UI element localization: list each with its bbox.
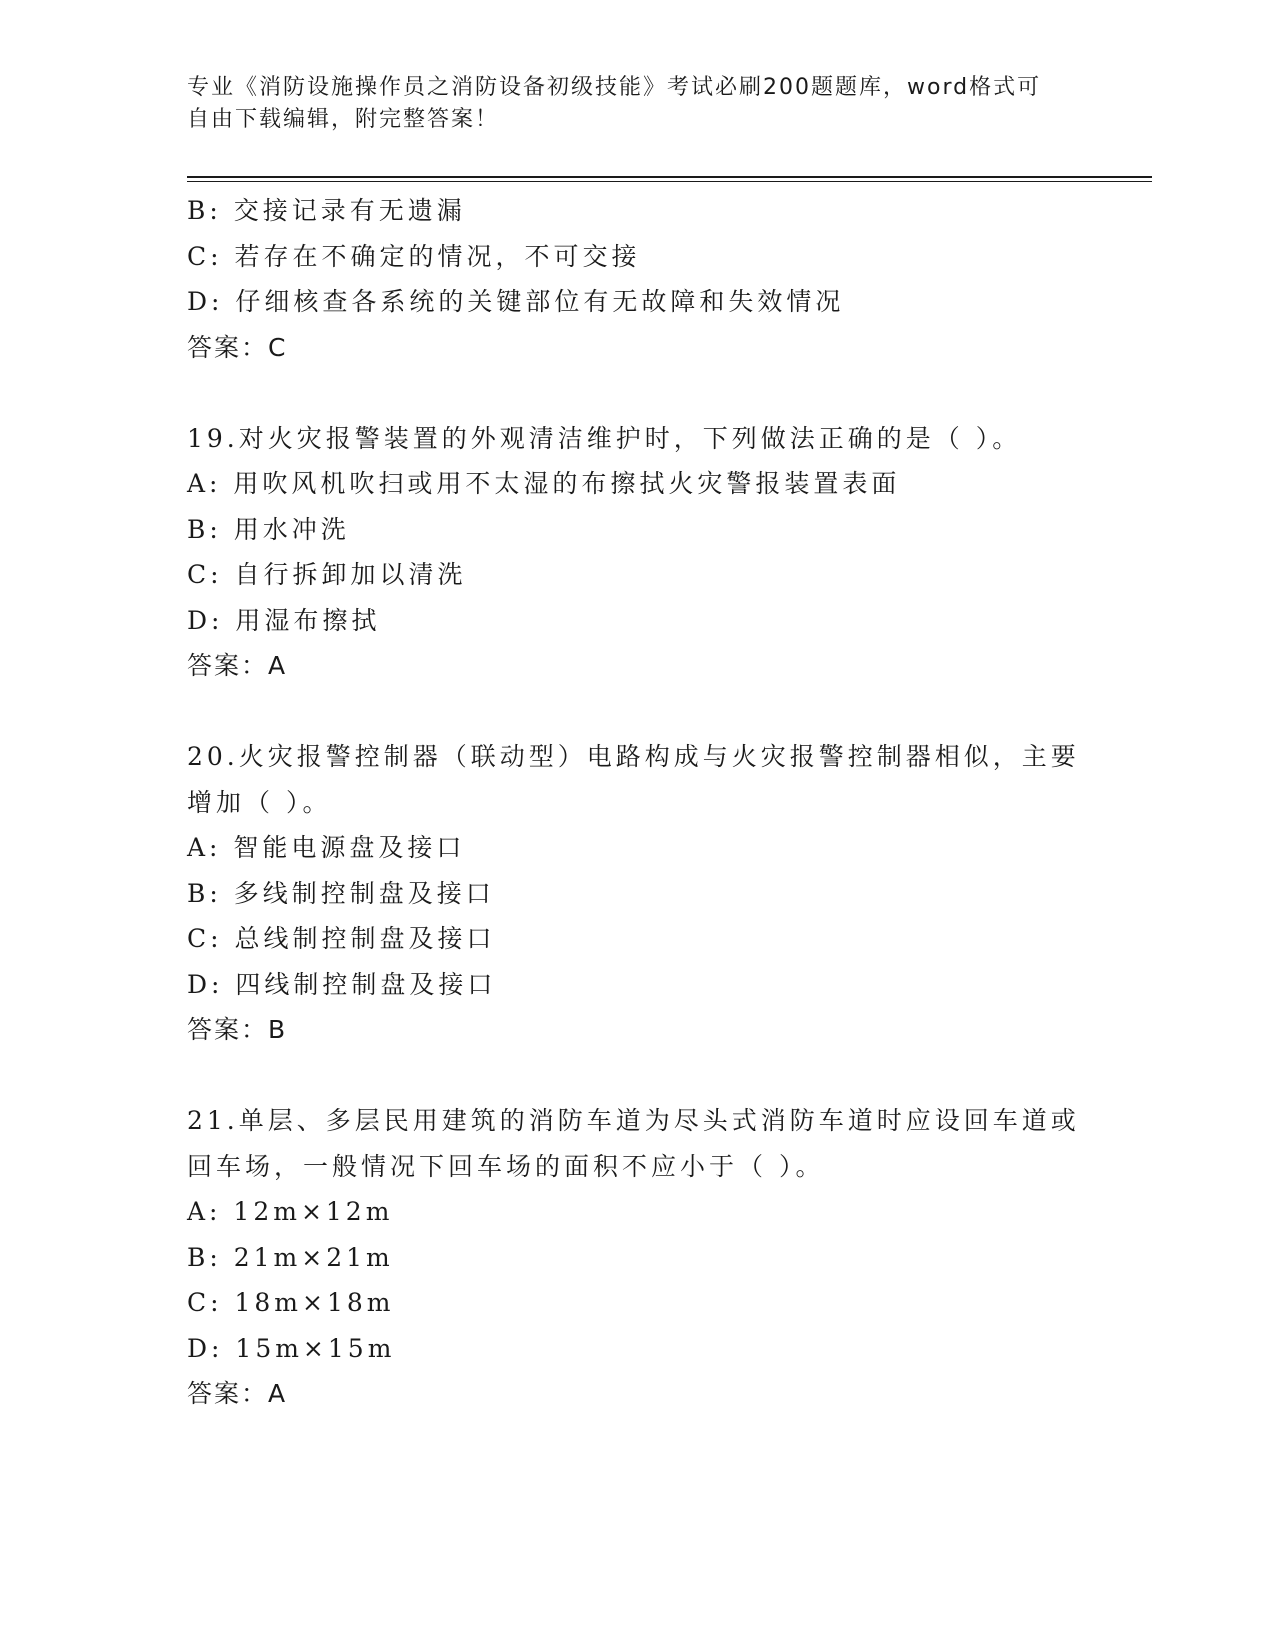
- question-19-stem: 19.对火灾报警装置的外观清洁维护时，下列做法正确的是（ ）。: [187, 423, 1022, 453]
- question-21-option-d: D: 15m×15m: [187, 1333, 396, 1363]
- question-18-option-b: B: 交接记录有无遗漏: [187, 196, 466, 225]
- question-18-option-c: C: 若存在不确定的情况，不可交接: [187, 241, 641, 271]
- question-19-option-b: B: 用水冲洗: [187, 514, 350, 544]
- question-19-option-a: A: 用吹风机吹扫或用不太湿的布擦拭火灾警报装置表面: [187, 469, 901, 498]
- question-20-option-b: B: 多线制控制盘及接口: [187, 878, 495, 908]
- question-20-option-a: A: 智能电源盘及接口: [187, 833, 466, 862]
- question-19: [187, 416, 1087, 689]
- question-21-stem-line-1: 21.单层、多层民用建筑的消防车道为尽头式消防车道时应设回车道或: [187, 1106, 1080, 1135]
- question-20-stem-line-2: 增加（ ）。: [187, 787, 332, 817]
- question-21: [187, 1098, 1087, 1417]
- question-18-tail: [187, 188, 1087, 370]
- header-title-line-2: 自由下载编辑，附完整答案！: [187, 107, 500, 132]
- question-19-option-d: D: 用湿布擦拭: [187, 605, 381, 635]
- question-19-option-c: C: 自行拆卸加以清洗: [187, 560, 467, 589]
- header-divider-thin: [187, 181, 1152, 182]
- question-21-option-a: A: 12m×12m: [187, 1197, 394, 1226]
- question-21-stem-line-2: 回车场，一般情况下回车场的面积不应小于（ ）。: [187, 1151, 825, 1181]
- question-21-answer: 答案：A: [187, 1379, 288, 1408]
- header-divider-thick: [187, 176, 1152, 178]
- page-header: [187, 72, 1067, 136]
- question-20-answer: 答案：B: [187, 1015, 288, 1044]
- question-20-option-c: C: 总线制控制盘及接口: [187, 924, 496, 953]
- question-20-option-d: D: 四线制控制盘及接口: [187, 969, 497, 999]
- question-21-option-b: B: 21m×21m: [187, 1242, 394, 1272]
- spacer: [187, 689, 1087, 735]
- question-20-stem-line-1: 20.火灾报警控制器（联动型）电路构成与火灾报警控制器相似，主要: [187, 742, 1080, 771]
- header-title-line-1: 专业《消防设施操作员之消防设备初级技能》考试必刷200题题库，word格式可: [187, 75, 1042, 100]
- question-18-answer: 答案：C: [187, 332, 288, 362]
- question-20: [187, 734, 1087, 1053]
- question-18-option-d: D: 仔细核查各系统的关键部位有无故障和失效情况: [187, 287, 845, 316]
- question-21-option-c: C: 18m×18m: [187, 1288, 395, 1317]
- question-19-answer: 答案：A: [187, 651, 288, 680]
- spacer: [187, 1053, 1087, 1099]
- spacer: [187, 370, 1087, 416]
- question-content: [187, 188, 1087, 1417]
